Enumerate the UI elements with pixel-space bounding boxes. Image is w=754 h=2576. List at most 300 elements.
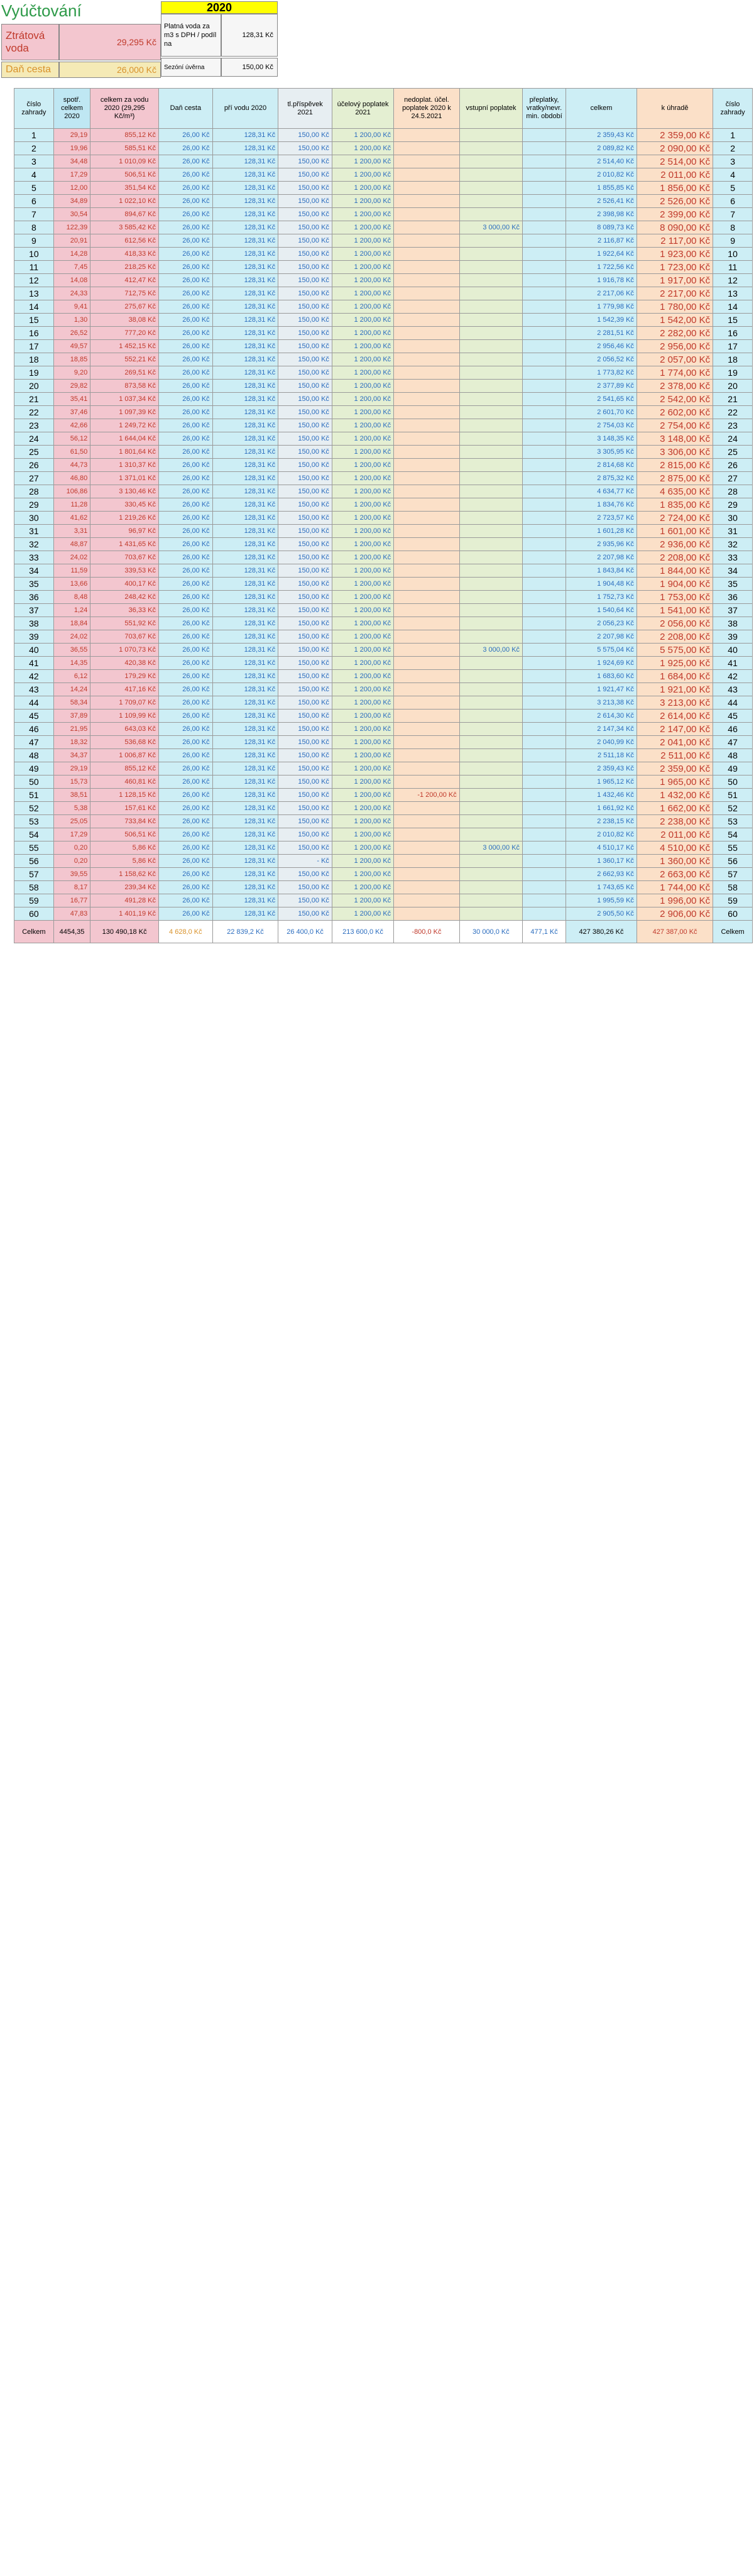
- total-cell: 1 965,12 Kč: [566, 776, 637, 789]
- contribution-cell: 150,00 Kč: [278, 432, 332, 446]
- water-share-cell: 128,31 Kč: [212, 406, 278, 419]
- purpose-fee-cell: 1 200,00 Kč: [332, 604, 393, 617]
- table-row: [14, 498, 753, 512]
- consumption-cell: 0,20: [53, 855, 90, 868]
- overpayment-cell: [523, 287, 566, 300]
- garden-no-cell: 21: [14, 393, 54, 406]
- water-share-cell: 128,31 Kč: [212, 696, 278, 710]
- total-cell: 2 010,82 Kč: [566, 168, 637, 182]
- col-header-unpaid-fee: nedoplat. účel. poplatek 2020 k 24.5.2021: [394, 89, 460, 129]
- road-tax-cell: 26,00 Kč: [158, 406, 212, 419]
- garden-no-right-cell: 53: [713, 815, 753, 828]
- year-banner: 2020: [161, 1, 278, 14]
- consumption-cell: 41,62: [53, 512, 90, 525]
- purpose-fee-cell: 1 200,00 Kč: [332, 366, 393, 380]
- garden-no-cell: 4: [14, 168, 54, 182]
- consumption-cell: 34,37: [53, 749, 90, 762]
- purpose-fee-cell: 1 200,00 Kč: [332, 274, 393, 287]
- contribution-cell: 150,00 Kč: [278, 578, 332, 591]
- total-cell: 1 542,39 Kč: [566, 314, 637, 327]
- consumption-cell: 34,89: [53, 195, 90, 208]
- water-total-cell: 585,51 Kč: [90, 142, 159, 155]
- consumption-cell: 24,33: [53, 287, 90, 300]
- unpaid-fee-cell: [394, 644, 460, 657]
- contribution-cell: 150,00 Kč: [278, 723, 332, 736]
- table-row: [14, 868, 753, 881]
- purpose-fee-cell: 1 200,00 Kč: [332, 776, 393, 789]
- total-cell: 2 601,70 Kč: [566, 406, 637, 419]
- purpose-fee-cell: 1 200,00 Kč: [332, 670, 393, 683]
- unpaid-fee-cell: [394, 340, 460, 353]
- purpose-fee-cell: 1 200,00 Kč: [332, 287, 393, 300]
- water-total-cell: 179,29 Kč: [90, 670, 159, 683]
- garden-no-right-cell: 40: [713, 644, 753, 657]
- table-row: [14, 366, 753, 380]
- entry-fee-cell: [459, 300, 522, 314]
- road-tax-cell: 26,00 Kč: [158, 894, 212, 907]
- entry-fee-cell: [459, 459, 522, 472]
- contribution-cell: 150,00 Kč: [278, 604, 332, 617]
- water-share-cell: 128,31 Kč: [212, 446, 278, 459]
- to-pay-cell: 1 744,00 Kč: [637, 881, 713, 894]
- purpose-fee-cell: 1 200,00 Kč: [332, 591, 393, 604]
- overpayment-cell: [523, 208, 566, 221]
- purpose-fee-cell: 1 200,00 Kč: [332, 525, 393, 538]
- water-total-cell: 1 371,01 Kč: [90, 472, 159, 485]
- purpose-fee-cell: 1 200,00 Kč: [332, 630, 393, 644]
- consumption-cell: 38,51: [53, 789, 90, 802]
- garden-no-cell: 50: [14, 776, 54, 789]
- total-cell: 1 432,46 Kč: [566, 789, 637, 802]
- totals-purpose-fee: 213 600,0 Kč: [332, 921, 393, 943]
- unpaid-fee-cell: [394, 155, 460, 168]
- overpayment-cell: [523, 617, 566, 630]
- water-share-cell: 128,31 Kč: [212, 419, 278, 432]
- purpose-fee-cell: 1 200,00 Kč: [332, 393, 393, 406]
- table-row: [14, 419, 753, 432]
- garden-no-cell: 28: [14, 485, 54, 498]
- water-price-value: 128,31 Kč: [221, 14, 278, 57]
- purpose-fee-cell: 1 200,00 Kč: [332, 683, 393, 696]
- contribution-cell: 150,00 Kč: [278, 841, 332, 855]
- garden-no-right-cell: 43: [713, 683, 753, 696]
- water-share-cell: 128,31 Kč: [212, 261, 278, 274]
- total-cell: 2 359,43 Kč: [566, 762, 637, 776]
- road-tax-cell: 26,00 Kč: [158, 551, 212, 564]
- purpose-fee-cell: 1 200,00 Kč: [332, 696, 393, 710]
- entry-fee-cell: [459, 881, 522, 894]
- to-pay-cell: 1 925,00 Kč: [637, 657, 713, 670]
- garden-no-cell: 32: [14, 538, 54, 551]
- totals-total: 427 380,26 Kč: [566, 921, 637, 943]
- unpaid-fee-cell: [394, 248, 460, 261]
- contribution-cell: 150,00 Kč: [278, 710, 332, 723]
- total-cell: 1 921,47 Kč: [566, 683, 637, 696]
- road-tax-cell: 26,00 Kč: [158, 789, 212, 802]
- consumption-cell: 47,83: [53, 907, 90, 921]
- consumption-cell: 46,80: [53, 472, 90, 485]
- unpaid-fee-cell: [394, 578, 460, 591]
- overpayment-cell: [523, 802, 566, 815]
- water-share-cell: 128,31 Kč: [212, 353, 278, 366]
- garden-no-cell: 16: [14, 327, 54, 340]
- unpaid-fee-cell: [394, 630, 460, 644]
- water-price-label: Platná voda za m3 s DPH / podíl na: [161, 14, 221, 57]
- garden-no-cell: 35: [14, 578, 54, 591]
- contribution-cell: 150,00 Kč: [278, 314, 332, 327]
- table-row: [14, 195, 753, 208]
- contribution-cell: 150,00 Kč: [278, 683, 332, 696]
- water-total-cell: 218,25 Kč: [90, 261, 159, 274]
- garden-no-cell: 27: [14, 472, 54, 485]
- garden-no-right-cell: 32: [713, 538, 753, 551]
- garden-no-cell: 53: [14, 815, 54, 828]
- road-tax-cell: 26,00 Kč: [158, 353, 212, 366]
- water-total-cell: 96,97 Kč: [90, 525, 159, 538]
- road-tax-cell: 26,00 Kč: [158, 300, 212, 314]
- total-cell: 2 281,51 Kč: [566, 327, 637, 340]
- overpayment-cell: [523, 393, 566, 406]
- unpaid-fee-cell: [394, 353, 460, 366]
- contribution-cell: 150,00 Kč: [278, 591, 332, 604]
- garden-no-right-cell: 41: [713, 657, 753, 670]
- purpose-fee-cell: 1 200,00 Kč: [332, 432, 393, 446]
- overpayment-cell: [523, 564, 566, 578]
- water-total-cell: 1 022,10 Kč: [90, 195, 159, 208]
- purpose-fee-cell: 1 200,00 Kč: [332, 657, 393, 670]
- garden-no-right-cell: 6: [713, 195, 753, 208]
- garden-no-right-cell: 8: [713, 221, 753, 234]
- road-tax-cell: 26,00 Kč: [158, 841, 212, 855]
- total-cell: 1 360,17 Kč: [566, 855, 637, 868]
- water-share-cell: 128,31 Kč: [212, 472, 278, 485]
- unpaid-fee-cell: -1 200,00 Kč: [394, 789, 460, 802]
- to-pay-cell: 2 359,00 Kč: [637, 129, 713, 142]
- total-cell: 2 514,40 Kč: [566, 155, 637, 168]
- water-share-cell: 128,31 Kč: [212, 670, 278, 683]
- overpayment-cell: [523, 815, 566, 828]
- garden-no-right-cell: 22: [713, 406, 753, 419]
- overpayment-cell: [523, 749, 566, 762]
- overpayment-cell: [523, 736, 566, 749]
- to-pay-cell: 1 835,00 Kč: [637, 498, 713, 512]
- garden-no-right-cell: 29: [713, 498, 753, 512]
- water-share-cell: 128,31 Kč: [212, 907, 278, 921]
- garden-no-cell: 2: [14, 142, 54, 155]
- table-row: [14, 234, 753, 248]
- garden-no-cell: 5: [14, 182, 54, 195]
- unpaid-fee-cell: [394, 881, 460, 894]
- unpaid-fee-cell: [394, 525, 460, 538]
- water-total-cell: 536,68 Kč: [90, 736, 159, 749]
- consumption-cell: 9,41: [53, 300, 90, 314]
- entry-fee-cell: [459, 749, 522, 762]
- purpose-fee-cell: 1 200,00 Kč: [332, 710, 393, 723]
- water-share-cell: 128,31 Kč: [212, 710, 278, 723]
- total-cell: 1 601,28 Kč: [566, 525, 637, 538]
- purpose-fee-cell: 1 200,00 Kč: [332, 142, 393, 155]
- to-pay-cell: 2 238,00 Kč: [637, 815, 713, 828]
- water-share-cell: 128,31 Kč: [212, 591, 278, 604]
- unpaid-fee-cell: [394, 287, 460, 300]
- garden-no-cell: 54: [14, 828, 54, 841]
- garden-no-right-cell: 59: [713, 894, 753, 907]
- road-tax-cell: 26,00 Kč: [158, 617, 212, 630]
- water-total-cell: 1 070,73 Kč: [90, 644, 159, 657]
- overpayment-cell: [523, 314, 566, 327]
- overpayment-cell: [523, 696, 566, 710]
- water-total-cell: 412,47 Kč: [90, 274, 159, 287]
- contribution-cell: 150,00 Kč: [278, 446, 332, 459]
- road-tax-cell: 26,00 Kč: [158, 670, 212, 683]
- entry-fee-cell: [459, 855, 522, 868]
- road-tax-cell: 26,00 Kč: [158, 142, 212, 155]
- unpaid-fee-cell: [394, 274, 460, 287]
- water-total-cell: 5,86 Kč: [90, 855, 159, 868]
- contribution-cell: 150,00 Kč: [278, 419, 332, 432]
- entry-fee-cell: [459, 406, 522, 419]
- total-cell: 1 661,92 Kč: [566, 802, 637, 815]
- consumption-cell: 35,41: [53, 393, 90, 406]
- water-share-cell: 128,31 Kč: [212, 683, 278, 696]
- water-share-cell: 128,31 Kč: [212, 617, 278, 630]
- garden-no-cell: 45: [14, 710, 54, 723]
- to-pay-cell: 4 635,00 Kč: [637, 485, 713, 498]
- water-share-cell: 128,31 Kč: [212, 195, 278, 208]
- contribution-cell: 150,00 Kč: [278, 617, 332, 630]
- contribution-cell: 150,00 Kč: [278, 564, 332, 578]
- table-row: [14, 472, 753, 485]
- road-tax-cell: 26,00 Kč: [158, 525, 212, 538]
- water-share-cell: 128,31 Kč: [212, 551, 278, 564]
- unpaid-fee-cell: [394, 696, 460, 710]
- unpaid-fee-cell: [394, 776, 460, 789]
- water-total-cell: 643,03 Kč: [90, 723, 159, 736]
- to-pay-cell: 2 282,00 Kč: [637, 327, 713, 340]
- contribution-cell: 150,00 Kč: [278, 736, 332, 749]
- road-tax-cell: 26,00 Kč: [158, 221, 212, 234]
- garden-no-right-cell: 31: [713, 525, 753, 538]
- road-tax-cell: 26,00 Kč: [158, 393, 212, 406]
- water-total-cell: 703,67 Kč: [90, 630, 159, 644]
- table-row: [14, 261, 753, 274]
- water-total-cell: 1 709,07 Kč: [90, 696, 159, 710]
- contribution-cell: 150,00 Kč: [278, 155, 332, 168]
- contribution-cell: 150,00 Kč: [278, 168, 332, 182]
- overpayment-cell: [523, 578, 566, 591]
- purpose-fee-cell: 1 200,00 Kč: [332, 472, 393, 485]
- water-total-cell: 612,56 Kč: [90, 234, 159, 248]
- road-tax-cell: 26,00 Kč: [158, 380, 212, 393]
- water-share-cell: 128,31 Kč: [212, 657, 278, 670]
- water-share-cell: 128,31 Kč: [212, 512, 278, 525]
- purpose-fee-cell: 1 200,00 Kč: [332, 498, 393, 512]
- overpayment-cell: [523, 221, 566, 234]
- total-cell: 1 752,73 Kč: [566, 591, 637, 604]
- to-pay-cell: 1 856,00 Kč: [637, 182, 713, 195]
- table-row: [14, 907, 753, 921]
- to-pay-cell: 2 542,00 Kč: [637, 393, 713, 406]
- water-share-cell: 128,31 Kč: [212, 736, 278, 749]
- road-tax-cell: 26,00 Kč: [158, 802, 212, 815]
- water-total-cell: 506,51 Kč: [90, 828, 159, 841]
- water-total-cell: 3 585,42 Kč: [90, 221, 159, 234]
- to-pay-cell: 1 904,00 Kč: [637, 578, 713, 591]
- contribution-cell: 150,00 Kč: [278, 406, 332, 419]
- lost-water-value: 29,295 Kč: [59, 24, 161, 60]
- garden-no-right-cell: 20: [713, 380, 753, 393]
- consumption-cell: 9,20: [53, 366, 90, 380]
- to-pay-cell: 2 663,00 Kč: [637, 868, 713, 881]
- overpayment-cell: [523, 340, 566, 353]
- contribution-cell: 150,00 Kč: [278, 802, 332, 815]
- road-tax-cell: 26,00 Kč: [158, 419, 212, 432]
- purpose-fee-cell: 1 200,00 Kč: [332, 512, 393, 525]
- consumption-cell: 30,54: [53, 208, 90, 221]
- road-tax-cell: 26,00 Kč: [158, 274, 212, 287]
- overpayment-cell: [523, 710, 566, 723]
- table-row: [14, 789, 753, 802]
- garden-no-right-cell: 7: [713, 208, 753, 221]
- water-share-cell: 128,31 Kč: [212, 155, 278, 168]
- overpayment-cell: [523, 459, 566, 472]
- entry-fee-cell: [459, 168, 522, 182]
- overpayment-cell: [523, 776, 566, 789]
- entry-fee-cell: [459, 604, 522, 617]
- entry-fee-cell: [459, 736, 522, 749]
- consumption-cell: 44,73: [53, 459, 90, 472]
- table-row: [14, 670, 753, 683]
- entry-fee-cell: [459, 657, 522, 670]
- to-pay-cell: 5 575,00 Kč: [637, 644, 713, 657]
- consumption-cell: 14,35: [53, 657, 90, 670]
- water-total-cell: 157,61 Kč: [90, 802, 159, 815]
- to-pay-cell: 1 662,00 Kč: [637, 802, 713, 815]
- table-row: [14, 208, 753, 221]
- road-tax-cell: 26,00 Kč: [158, 604, 212, 617]
- to-pay-cell: 2 057,00 Kč: [637, 353, 713, 366]
- entry-fee-cell: [459, 393, 522, 406]
- total-cell: 8 089,73 Kč: [566, 221, 637, 234]
- consumption-cell: 18,32: [53, 736, 90, 749]
- consumption-cell: 106,86: [53, 485, 90, 498]
- garden-no-right-cell: 17: [713, 340, 753, 353]
- water-share-cell: 128,31 Kč: [212, 881, 278, 894]
- garden-no-cell: 37: [14, 604, 54, 617]
- road-tax-cell: 26,00 Kč: [158, 657, 212, 670]
- road-tax-cell: 26,00 Kč: [158, 776, 212, 789]
- unpaid-fee-cell: [394, 749, 460, 762]
- overpayment-cell: [523, 366, 566, 380]
- to-pay-cell: 2 511,00 Kč: [637, 749, 713, 762]
- total-cell: 2 541,65 Kč: [566, 393, 637, 406]
- water-total-cell: 855,12 Kč: [90, 762, 159, 776]
- table-row: [14, 749, 753, 762]
- overpayment-cell: [523, 168, 566, 182]
- to-pay-cell: 2 208,00 Kč: [637, 551, 713, 564]
- total-cell: 2 754,03 Kč: [566, 419, 637, 432]
- unpaid-fee-cell: [394, 327, 460, 340]
- consumption-cell: 0,20: [53, 841, 90, 855]
- total-cell: 2 511,18 Kč: [566, 749, 637, 762]
- to-pay-cell: 2 602,00 Kč: [637, 406, 713, 419]
- consumption-cell: 6,12: [53, 670, 90, 683]
- total-cell: 2 377,89 Kč: [566, 380, 637, 393]
- consumption-cell: 11,59: [53, 564, 90, 578]
- road-tax-cell: 26,00 Kč: [158, 314, 212, 327]
- unpaid-fee-cell: [394, 459, 460, 472]
- unpaid-fee-cell: [394, 538, 460, 551]
- garden-no-cell: 51: [14, 789, 54, 802]
- unpaid-fee-cell: [394, 815, 460, 828]
- water-total-cell: 551,92 Kč: [90, 617, 159, 630]
- table-row: [14, 538, 753, 551]
- road-tax-cell: 26,00 Kč: [158, 736, 212, 749]
- water-share-cell: 128,31 Kč: [212, 564, 278, 578]
- unpaid-fee-cell: [394, 314, 460, 327]
- contribution-cell: 150,00 Kč: [278, 274, 332, 287]
- contribution-cell: 150,00 Kč: [278, 380, 332, 393]
- water-total-cell: 855,12 Kč: [90, 129, 159, 142]
- consumption-cell: 1,24: [53, 604, 90, 617]
- water-total-cell: 1 310,37 Kč: [90, 459, 159, 472]
- entry-fee-cell: [459, 762, 522, 776]
- consumption-cell: 19,96: [53, 142, 90, 155]
- unpaid-fee-cell: [394, 261, 460, 274]
- overpayment-cell: [523, 789, 566, 802]
- road-tax-cell: 26,00 Kč: [158, 868, 212, 881]
- garden-no-cell: 8: [14, 221, 54, 234]
- purpose-fee-cell: 1 200,00 Kč: [332, 907, 393, 921]
- entry-fee-cell: [459, 327, 522, 340]
- unpaid-fee-cell: [394, 300, 460, 314]
- overpayment-cell: [523, 657, 566, 670]
- garden-no-right-cell: 18: [713, 353, 753, 366]
- overpayment-cell: [523, 380, 566, 393]
- consumption-cell: 13,66: [53, 578, 90, 591]
- purpose-fee-cell: 1 200,00 Kč: [332, 340, 393, 353]
- snow-value: 150,00 Kč: [221, 58, 278, 77]
- contribution-cell: 150,00 Kč: [278, 907, 332, 921]
- garden-no-right-cell: 51: [713, 789, 753, 802]
- contribution-cell: 150,00 Kč: [278, 261, 332, 274]
- purpose-fee-cell: 1 200,00 Kč: [332, 894, 393, 907]
- total-cell: 1 916,78 Kč: [566, 274, 637, 287]
- water-total-cell: 1 401,19 Kč: [90, 907, 159, 921]
- garden-no-right-cell: 54: [713, 828, 753, 841]
- to-pay-cell: 2 147,00 Kč: [637, 723, 713, 736]
- unpaid-fee-cell: [394, 182, 460, 195]
- garden-no-right-cell: 58: [713, 881, 753, 894]
- water-total-cell: 1 006,87 Kč: [90, 749, 159, 762]
- purpose-fee-cell: 1 200,00 Kč: [332, 314, 393, 327]
- to-pay-cell: 1 844,00 Kč: [637, 564, 713, 578]
- garden-no-cell: 10: [14, 248, 54, 261]
- contribution-cell: 150,00 Kč: [278, 538, 332, 551]
- water-total-cell: 703,67 Kč: [90, 551, 159, 564]
- unpaid-fee-cell: [394, 129, 460, 142]
- entry-fee-cell: [459, 776, 522, 789]
- water-share-cell: 128,31 Kč: [212, 762, 278, 776]
- table-row: [14, 630, 753, 644]
- overpayment-cell: [523, 670, 566, 683]
- overpayment-cell: [523, 261, 566, 274]
- total-cell: 2 526,41 Kč: [566, 195, 637, 208]
- table-row: [14, 736, 753, 749]
- water-total-cell: 269,51 Kč: [90, 366, 159, 380]
- garden-no-cell: 14: [14, 300, 54, 314]
- garden-no-cell: 56: [14, 855, 54, 868]
